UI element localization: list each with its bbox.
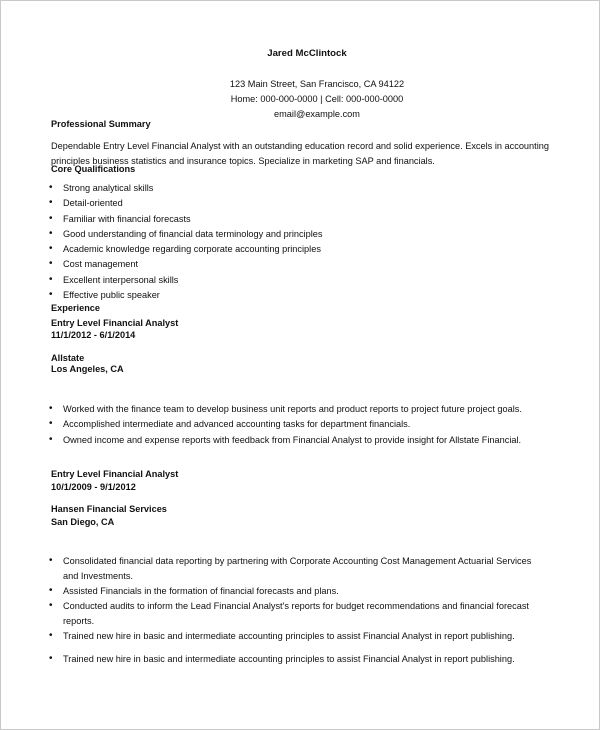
experience-heading: Experience <box>51 303 101 313</box>
qualifications-heading: Core Qualifications <box>51 164 136 174</box>
list-item: • Owned income and expense reports with feedback from Financial Analyst to provide insight for Allstate Financial. <box>49 433 522 445</box>
bullet-icon: • <box>49 600 53 611</box>
list-item: • Assisted Financials in the formation of financial forecasts and plans. <box>49 585 339 596</box>
bullet-icon: • <box>49 258 53 270</box>
bullet-icon: • <box>49 585 53 596</box>
job-dates: 11/1/2012 - 6/1/2014 <box>51 330 136 340</box>
summary-heading: Professional Summary <box>51 119 151 129</box>
list-item: • Conducted audits to inform the Lead Financial Analyst's reports for budget recommendations and financial forecast reports. <box>49 600 529 626</box>
bullet-icon: • <box>49 182 53 193</box>
candidate-name: Jared McClintock <box>267 48 347 59</box>
bullet-icon: • <box>49 212 53 224</box>
summary-text: Dependable Entry Level Financial Analyst with an outstanding education record and solid experience. Excels in accounting principles business statistics and insurance topics. Specialize in marketing SAP and financials. <box>51 141 549 166</box>
bullet-icon: • <box>49 227 53 239</box>
qualifications-list <box>0 183 543 305</box>
bullet-icon: • <box>49 289 53 301</box>
list-item: • Excellent interpersonal skills <box>49 273 179 285</box>
list-item: • Worked with the finance team to develop business unit reports and product reports to project future project goals. <box>49 403 522 414</box>
company-name: Hansen Financial Services <box>51 504 167 514</box>
list-item: • Consolidated financial data reporting by partnering with Corporate Accounting Cost Management Actuarial Services and Investments. <box>49 555 532 581</box>
job-duties-list <box>0 554 543 667</box>
list-item: • Trained new hire in basic and intermediate accounting principles to assist Financial Analyst in report publishing. <box>49 653 515 664</box>
list-item: • Effective public speaker <box>49 289 160 301</box>
list-item: • Academic knowledge regarding corporate accounting principles <box>49 243 321 255</box>
bullet-icon: • <box>49 630 53 641</box>
bullet-icon: • <box>49 273 53 285</box>
list-item: • Detail-oriented <box>49 197 123 209</box>
job-duties-list <box>0 404 543 450</box>
address-line: 123 Main Street, San Francisco, CA 94122 <box>229 79 405 89</box>
list-item: • Trained new hire in basic and intermediate accounting principles to assist Financial Analyst in report publishing. <box>49 630 515 641</box>
bullet-icon: • <box>49 433 53 445</box>
bullet-icon: • <box>49 653 53 664</box>
bullet-icon: • <box>49 197 53 209</box>
phone-line: Home: 000-000-0000 | Cell: 000-000-0000 <box>230 94 404 104</box>
bullet-icon: • <box>49 418 53 430</box>
company-location: San Diego, CA <box>51 517 115 527</box>
job-title: Entry Level Financial Analyst <box>51 469 179 479</box>
company-name: Allstate <box>51 353 85 363</box>
list-item: • Strong analytical skills <box>49 182 154 193</box>
company-location: Los Angeles, CA <box>51 364 124 374</box>
list-item: • Good understanding of financial data terminology and principles <box>49 227 323 239</box>
list-item: • Familiar with financial forecasts <box>49 212 191 224</box>
job-dates: 10/1/2009 - 9/1/2012 <box>51 482 136 492</box>
job-title: Entry Level Financial Analyst <box>51 318 179 328</box>
bullet-icon: • <box>49 555 53 566</box>
email-line: email@example.com <box>274 109 360 119</box>
bullet-icon: • <box>49 403 53 414</box>
bullet-icon: • <box>49 243 53 255</box>
list-item: • Accomplished intermediate and advanced accounting tasks for department financials. <box>49 418 411 430</box>
list-item: • Cost management <box>49 258 139 270</box>
